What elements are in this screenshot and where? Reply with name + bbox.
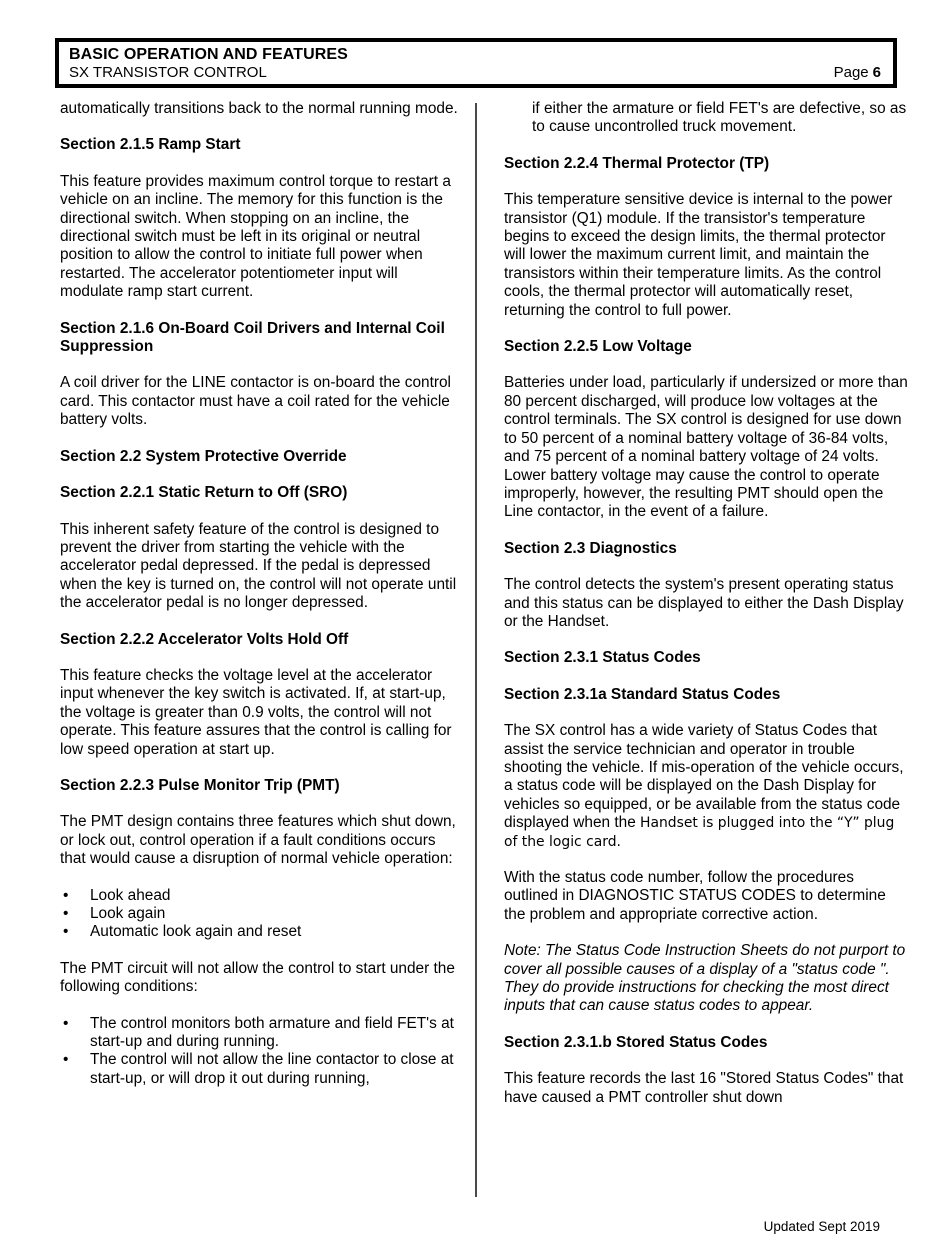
page-number-value: 6 <box>872 64 881 81</box>
header-subtitle-row <box>69 64 881 81</box>
bullet-item <box>60 887 464 905</box>
paragraph: if either the armature or field FET's are defective, so as to cause uncontrolled truck movement. <box>532 100 907 136</box>
left-column <box>60 100 464 1106</box>
bullet-item <box>60 1051 464 1088</box>
page-number-label: Page <box>833 64 869 81</box>
column-divider <box>475 103 477 1197</box>
bullet-icon: • <box>63 905 69 922</box>
section-heading: Section 2.2.2 Accelerator Volts Hold Off <box>60 630 349 648</box>
section-heading: Section 2.3.1 Status Codes <box>504 649 701 667</box>
paragraph <box>504 722 908 851</box>
paragraph: This inherent safety feature of the control is designed to prevent the driver from starting the vehicle with the accelerator pedal depressed. If the pedal is depressed when the key is turned on, the control will not operate until the accelerator pedal is no longer depressed. <box>60 520 457 612</box>
page-header-box <box>55 38 897 88</box>
bullet-list <box>60 1015 464 1089</box>
bullet-text: Look again <box>90 905 166 922</box>
right-column <box>504 100 908 1125</box>
section-heading: Section 2.3.1.b Stored Status Codes <box>504 1033 768 1051</box>
bullet-icon: • <box>63 923 69 941</box>
paragraph: This feature provides maximum control torque to restart a vehicle on an incline. The memory for this function is the directional switch. When stopping on an incline, the directional switch must be left in its original or neutral position to allow the control to initiate full power when restarted. The accelerator potentiometer input will modulate ramp start current. <box>60 172 451 301</box>
header-subtitle: SX TRANSISTOR CONTROL <box>69 64 267 81</box>
section-heading: Section 2.2 System Protective Override <box>60 447 347 465</box>
section-heading: Section 2.2.3 Pulse Monitor Trip (PMT) <box>60 776 340 794</box>
bullet-item <box>60 905 464 923</box>
header-title: BASIC OPERATION AND FEATURES <box>69 46 348 63</box>
bullet-item <box>60 1015 464 1052</box>
section-heading: Section 2.2.1 Static Return to Off (SRO) <box>60 484 348 502</box>
paragraph: The PMT circuit will not allow the control to start under the following conditions: <box>60 959 455 996</box>
text-segment-alt: Handset is plugged into the “Y” plug of the logic card. <box>504 815 895 850</box>
section-heading: Section 2.1.6 On-Board Coil Drivers and Internal Coil Suppression <box>60 319 445 356</box>
paragraph: A coil driver for the LINE contactor is on-board the control card. This contactor must have a coil rated for the vehicle battery volts. <box>60 374 451 429</box>
paragraph: This feature records the last 16 "Stored Status Codes" that have caused a PMT controller shut down <box>504 1070 904 1106</box>
paragraph: Batteries under load, particularly if undersized or more than 80 percent discharged, will produce low voltages at the control terminals. The SX control is designed for use down to 50 percent of a nominal battery voltage of 36-84 volts, and 75 percent of a nominal battery voltage of 24 volts. Lower battery voltage may cause the control to operate improperly, however, the resulting PMT should open the Line contactor, in the event of a failure. <box>504 374 908 521</box>
bullet-icon: • <box>63 886 69 904</box>
bullet-text: Look ahead <box>90 886 171 904</box>
section-heading: Section 2.1.5 Ramp Start <box>60 136 241 154</box>
bullet-text: The control monitors both armature and field FET's at start-up and during running. <box>90 1014 454 1051</box>
bullet-item <box>60 923 464 941</box>
footer-updated-text: Updated Sept 2019 <box>763 1219 880 1234</box>
section-heading: Section 2.3 Diagnostics <box>504 539 677 557</box>
section-heading: Section 2.3.1a Standard Status Codes <box>504 685 781 703</box>
section-heading: Section 2.2.5 Low Voltage <box>504 338 692 356</box>
bullet-text: The control will not allow the line contactor to close at start-up, or will drop it out during running, <box>90 1051 454 1087</box>
bullet-text: Automatic look again and reset <box>90 923 302 941</box>
note-paragraph: Note: The Status Code Instruction Sheets do not purport to cover all possible causes of a display of a "status code ". They do provide instructions for checking the most direct inputs that can cause status codes to appear. <box>504 942 906 1015</box>
bullet-list <box>60 887 464 942</box>
paragraph: The PMT design contains three features which shut down, or lock out, control operation if a fault conditions occurs that would cause a disruption of normal vehicle operation: <box>60 813 456 868</box>
page-number <box>834 64 881 81</box>
paragraph: automatically transitions back to the normal running mode. <box>60 100 458 117</box>
paragraph: This temperature sensitive device is internal to the power transistor (Q1) module. If the transistor's temperature begins to exceed the design limits, the thermal protector will lower the maximum current limit, and maintain the transistors within their temperature limits. As the control cools, the thermal protector will automatically reset, returning the control to full power. <box>504 191 893 319</box>
paragraph: With the status code number, follow the procedures outlined in DIAGNOSTIC STATUS CODES to determine the problem and appropriate corrective action. <box>504 869 886 923</box>
bullet-icon: • <box>63 1051 69 1069</box>
section-heading: Section 2.2.4 Thermal Protector (TP) <box>504 154 770 172</box>
paragraph: This feature checks the voltage level at the accelerator input whenever the key switch is activated. If, at start-up, the voltage is greater than 0.9 volts, the control will not operate. This feature assures that the control is calling for low speed operation at start up. <box>60 666 452 758</box>
paragraph: The control detects the system's present operating status and this status can be displayed to either the Dash Display or the Handset. <box>504 576 904 630</box>
text-segment: The SX control has a wide variety of Status Codes that assist the service technician and operator in trouble shooting the vehicle. If mis-operation of the vehicle occurs, a status code will be displayed on the Dash Display for vehicles so equipped, or be available from the status code displayed when the <box>504 722 904 832</box>
bullet-icon: • <box>63 1014 69 1032</box>
